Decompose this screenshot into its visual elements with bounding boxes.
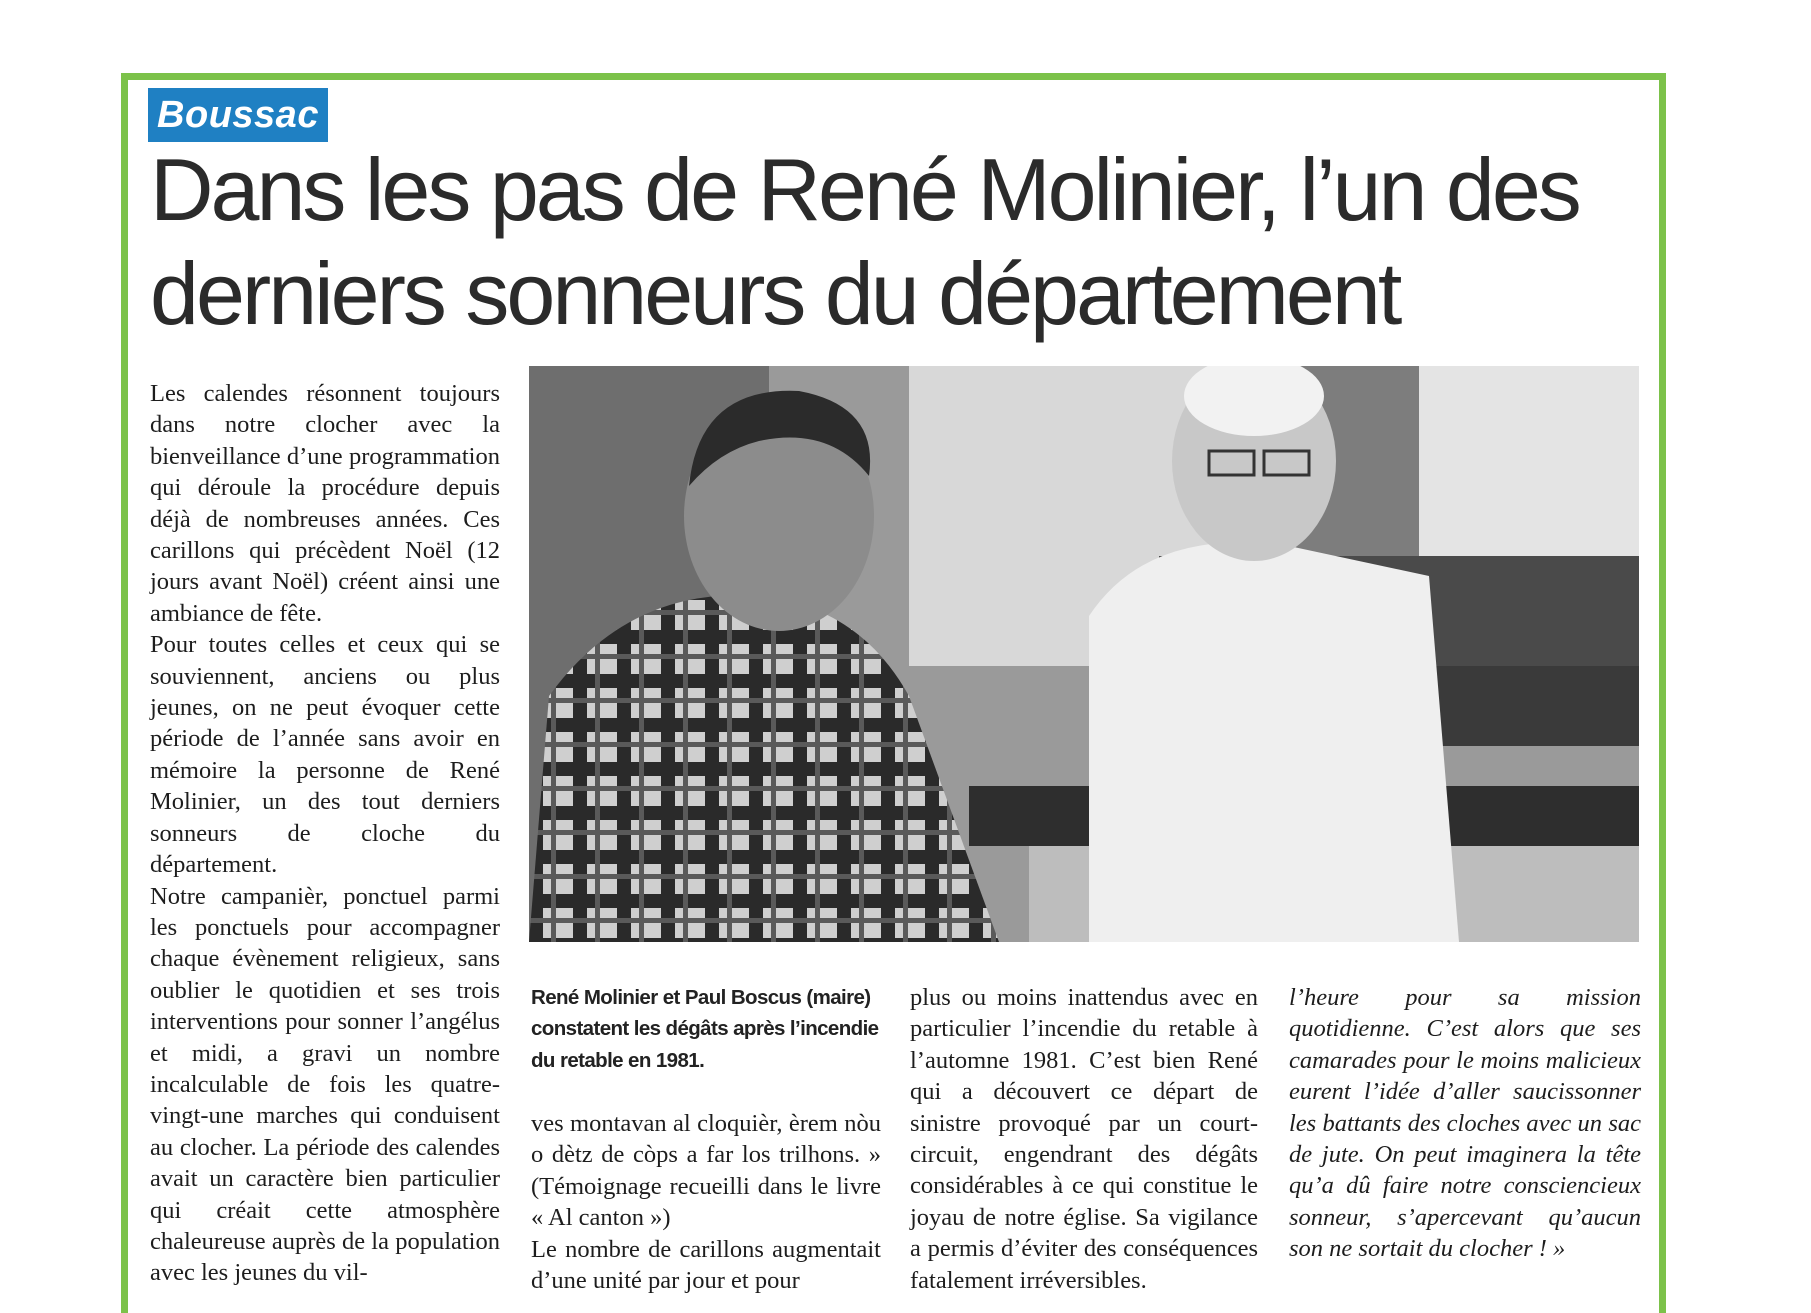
section-kicker: Boussac bbox=[148, 88, 328, 142]
paragraph: Le nombre de carillons augmentait d’une unité par jour et pour bbox=[531, 1235, 881, 1295]
paragraph: ves montavan al cloquièr, èrem nòu o dètz de còps a far los trilhons. » (Témoignage recueilli dans le livre « Al canton ») bbox=[531, 1110, 881, 1232]
paragraph: plus ou moins inattendus avec en particulier l’incendie du retable à l’automne 1981. C’est bien René qui a découvert ce départ de sinistre provoqué par un court-circuit, engendrant des dégâts considérables à ce qui constitue le joyau de notre église. Sa vigilance a permis d’éviter des conséquences fatalement irréversibles. bbox=[910, 984, 1258, 1294]
photo-caption: René Molinier et Paul Boscus (maire) constatent les dégâts après l’incendie du retable en 1981. bbox=[531, 986, 879, 1072]
article-column-middle bbox=[531, 1108, 881, 1296]
paragraph: Pour toutes celles et ceux qui se souviennent, anciens ou plus jeunes, on ne peut évoquer cette période de l’année sans avoir en mémoire la personne de René Molinier, un des tout derniers sonneurs de cloche du département. bbox=[150, 631, 500, 879]
article-column-right-1 bbox=[910, 982, 1258, 1296]
article-column-right-2 bbox=[1289, 982, 1641, 1265]
photo-two-men-altar-icon bbox=[529, 366, 1639, 942]
article-photo bbox=[529, 366, 1639, 942]
article-headline: Dans les pas de René Molinier, l’un des derniers sonneurs du département bbox=[150, 140, 1579, 343]
paragraph: Les calendes résonnent toujours dans notre clocher avec la bienveillance d’une programmation qui déroule la procédure depuis déjà de nombreuses années. Ces carillons qui précèdent Noël (12 jours avant Noël) créent ainsi une ambiance de fête. bbox=[150, 380, 500, 627]
paragraph-quote: l’heure pour sa mission quotidienne. C’est alors que ses camarades pour le moins malicieux eurent l’idée d’aller saucissonner les battants des cloches avec un sac de jute. On peut imaginera la tête qu’a dû faire notre consciencieux sonneur, s’apercevant qu’aucun son ne sortait du clocher ! » bbox=[1289, 984, 1641, 1263]
paragraph: Notre campanièr, ponctuel parmi les ponctuels pour accompagner chaque évènement religieux, sans oublier le quotidien et ses trois interventions pour sonner l’angélus et midi, a gravi un nombre incalculable de fois les quatre-vingt-une marches qui conduisent au clocher. La période des calendes avait un caractère bien particulier qui créait cette atmosphère chaleureuse auprès de la population avec les jeunes du vil- bbox=[150, 882, 500, 1287]
article-column-left bbox=[150, 378, 500, 1289]
